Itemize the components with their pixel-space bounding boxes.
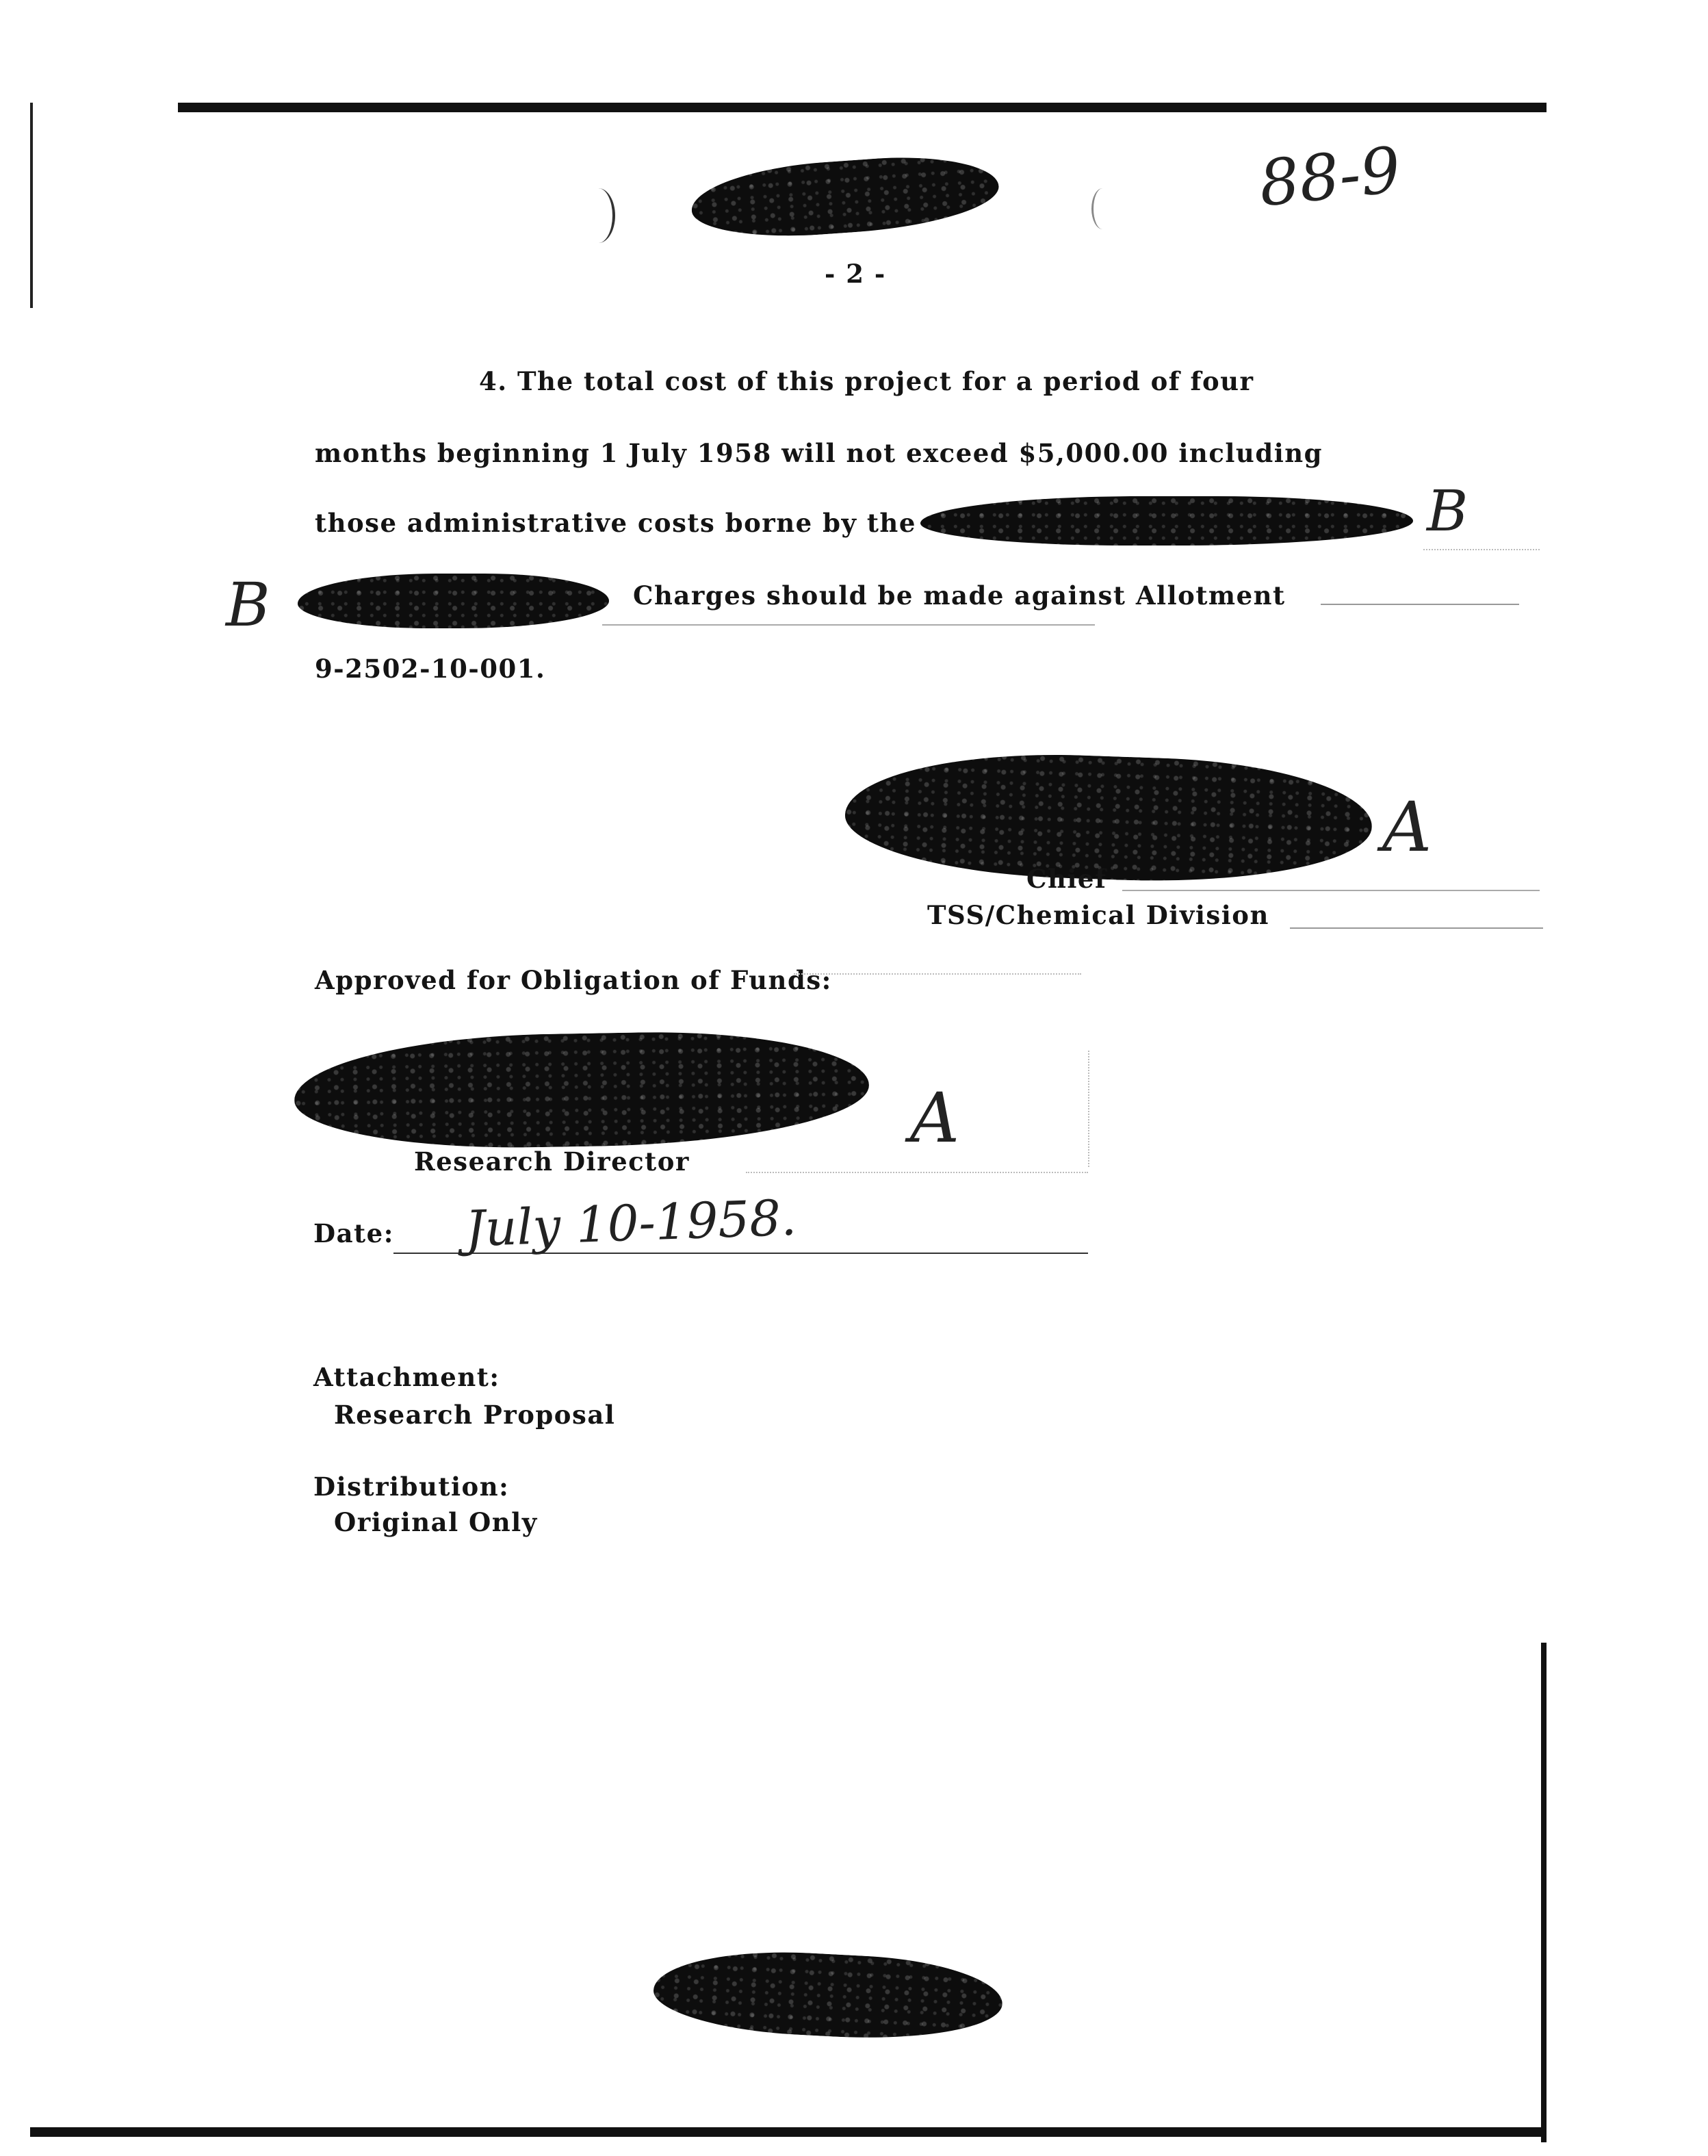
paragraph-line-3: those administrative costs borne by the bbox=[315, 508, 916, 538]
handwritten-mark-b-right: B bbox=[1427, 479, 1468, 544]
paragraph-line-5: 9-2502-10-001. bbox=[315, 654, 546, 684]
paragraph-line-4: Charges should be made against Allotment bbox=[633, 580, 1286, 611]
approval-heading: Approved for Obligation of Funds: bbox=[315, 965, 832, 995]
page-number: - 2 - bbox=[825, 259, 886, 289]
handwritten-date: July 10-1958. bbox=[464, 1188, 798, 1258]
director-side-rule bbox=[1088, 1051, 1089, 1167]
signature-redaction-chief bbox=[843, 747, 1374, 889]
division-rule bbox=[1290, 927, 1543, 929]
paragraph-line-2: months beginning 1 July 1958 will not exceed $5,000.00 including bbox=[315, 438, 1323, 468]
header-redaction bbox=[689, 150, 1001, 243]
redaction-agency-name-2 bbox=[298, 574, 609, 628]
chief-rule bbox=[1122, 890, 1540, 891]
line-rule-4b bbox=[1321, 604, 1519, 605]
top-border-line bbox=[178, 103, 1547, 112]
line-rule-3 bbox=[1423, 549, 1540, 550]
approval-rule bbox=[794, 973, 1081, 975]
date-label: Date: bbox=[313, 1218, 394, 1248]
signature-division: TSS/Chemical Division bbox=[927, 900, 1269, 930]
bottom-border-line bbox=[30, 2127, 1547, 2137]
right-border-line bbox=[1541, 1643, 1547, 2142]
signature-title-chief: Chief bbox=[1026, 864, 1107, 894]
handwritten-mark-a-director: A bbox=[910, 1078, 960, 1158]
attachment-item: Research Proposal bbox=[334, 1400, 616, 1430]
bracket-left-mark bbox=[582, 188, 615, 243]
director-title: Research Director bbox=[414, 1146, 690, 1177]
director-rule bbox=[746, 1172, 1088, 1173]
paragraph-line-1: 4. The total cost of this project for a period of four bbox=[479, 366, 1254, 396]
footer-redaction bbox=[651, 1945, 1005, 2046]
handwritten-mark-b-left: B bbox=[226, 569, 270, 640]
line-rule-4 bbox=[602, 624, 1095, 626]
attachment-heading: Attachment: bbox=[313, 1362, 500, 1392]
signature-redaction-director bbox=[294, 1029, 870, 1152]
left-border-line bbox=[30, 103, 33, 308]
bracket-right-mark bbox=[1091, 188, 1114, 229]
handwritten-mark-a-chief: A bbox=[1382, 787, 1432, 867]
handwritten-file-number: 88-9 bbox=[1255, 133, 1404, 221]
redaction-agency-name-1 bbox=[920, 496, 1413, 546]
distribution-heading: Distribution: bbox=[313, 1472, 510, 1502]
distribution-item: Original Only bbox=[334, 1507, 538, 1537]
